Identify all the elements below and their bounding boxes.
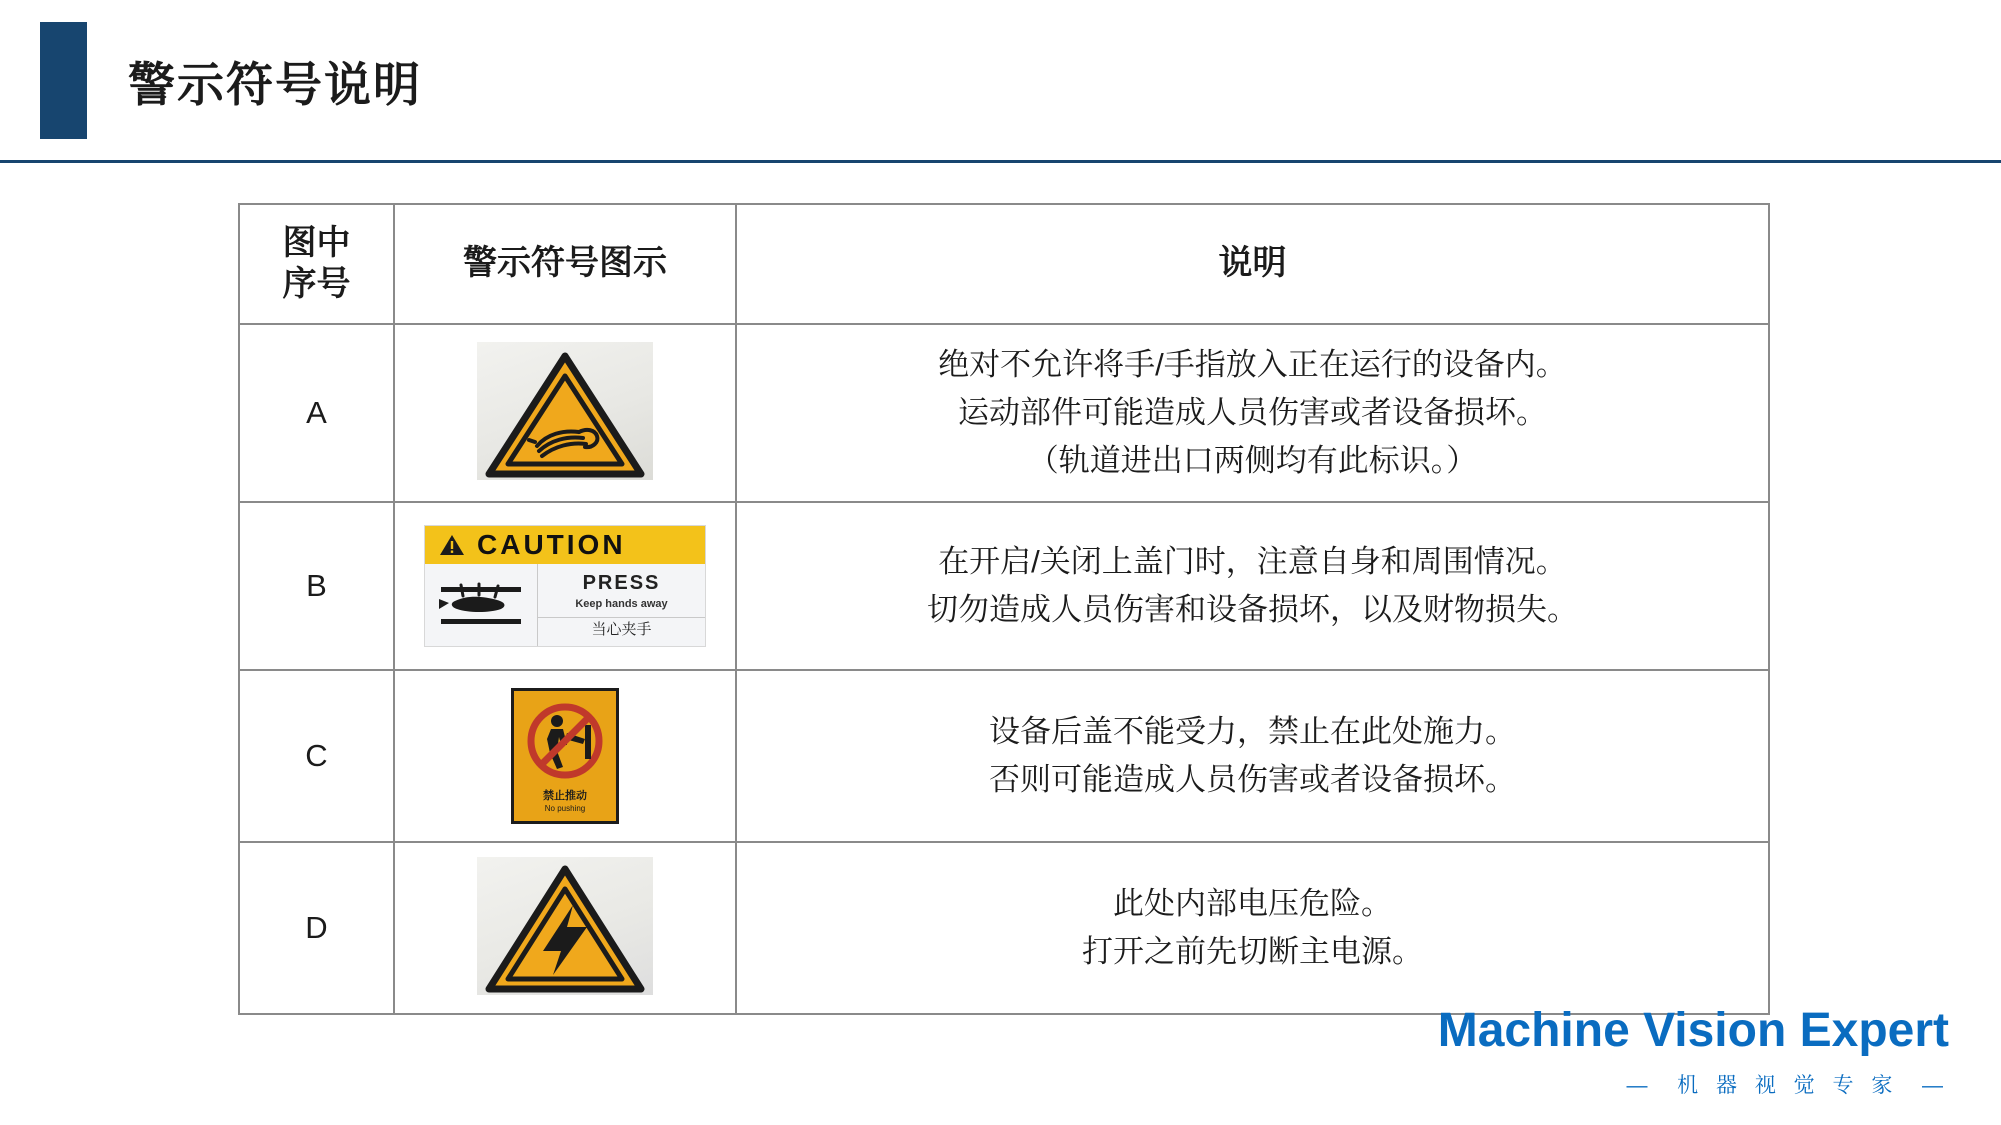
row-description-d xyxy=(736,842,1769,1014)
column-header-symbol: 警示符号图示 xyxy=(394,204,736,324)
warning-symbol-table-wrapper xyxy=(238,203,1768,1015)
description-line: 运动部件可能造成人员伤害或者设备损坏。 xyxy=(958,394,1547,430)
no-pushing-en-text: No pushing xyxy=(544,804,586,813)
row-index-c: C xyxy=(239,670,394,842)
row-symbol-a xyxy=(394,324,736,502)
description-line: 此处内部电压危险。 xyxy=(1113,885,1392,921)
table-body xyxy=(239,324,1769,1014)
no-pushing-icon xyxy=(523,699,607,783)
high-voltage-triangle-icon xyxy=(485,863,645,993)
high-voltage-sign xyxy=(477,857,653,995)
press-text: PRESS xyxy=(582,571,661,594)
brand-subtitle-dash-right: — xyxy=(1898,1074,1949,1097)
pinch-hazard-cn-text: 当心夹手 xyxy=(538,617,705,640)
table-row xyxy=(239,842,1769,1014)
description-line: （轨道进出口两侧均有此标识。） xyxy=(1027,443,1478,479)
table-row xyxy=(239,502,1769,670)
row-description-a xyxy=(736,324,1769,502)
row-index-a: A xyxy=(239,324,394,502)
brand-subtitle xyxy=(1438,1069,1949,1099)
row-description-b xyxy=(736,502,1769,670)
header-accent-bar xyxy=(40,22,87,139)
no-pushing-sign xyxy=(511,688,619,824)
row-description-c xyxy=(736,670,1769,842)
brand-name: Machine Vision Expert xyxy=(1437,1004,1949,1057)
table-row xyxy=(239,324,1769,502)
keep-hands-away-text: Keep hands away xyxy=(575,597,668,610)
warning-hand-triangle-sign xyxy=(477,342,653,480)
column-header-index xyxy=(239,204,394,324)
row-symbol-b xyxy=(394,502,736,670)
no-pushing-cn-text: 禁止推动 xyxy=(543,790,587,802)
table-row xyxy=(239,670,1769,842)
row-index-d: D xyxy=(239,842,394,1014)
caution-label-text: CAUTION xyxy=(477,529,626,560)
table-header xyxy=(239,204,1769,324)
exclamation-triangle-icon xyxy=(439,533,465,557)
table-header-row xyxy=(239,204,1769,324)
description-line: 否则可能造成人员伤害或者设备损坏。 xyxy=(989,762,1516,797)
column-header-index-line2: 序号 xyxy=(282,265,351,303)
description-line: 打开之前先切断主电源。 xyxy=(1082,934,1423,969)
brand-logo xyxy=(1437,1004,1949,1099)
slide-header xyxy=(0,0,2001,160)
hand-press-pictogram xyxy=(425,564,538,646)
hand-crush-icon xyxy=(435,579,527,631)
hand-caution-triangle-icon xyxy=(485,350,645,478)
row-symbol-c xyxy=(394,670,736,842)
column-header-index-line1: 图中 xyxy=(282,223,351,262)
caution-press-keep-hands-away-sign xyxy=(424,525,706,647)
row-index-b: B xyxy=(239,502,394,670)
header-divider xyxy=(0,160,2001,163)
column-header-description: 说明 xyxy=(736,204,1769,324)
description-line: 绝对不允许将手/手指放入正在运行的设备内。 xyxy=(938,346,1567,382)
page-title: 警示符号说明 xyxy=(128,58,422,111)
description-line: 切勿造成人员伤害和设备损坏，以及财物损失。 xyxy=(927,592,1578,627)
warning-symbol-table xyxy=(238,203,1770,1015)
description-line: 设备后盖不能受力，禁止在此处施力。 xyxy=(989,713,1516,749)
brand-subtitle-dash-left: — xyxy=(1626,1074,1678,1097)
row-symbol-d xyxy=(394,842,736,1014)
brand-subtitle-text: 机 器 视 觉 专 家 xyxy=(1677,1074,1899,1097)
caution-bar xyxy=(425,526,705,564)
description-line: 在开启/关闭上盖门时，注意自身和周围情况。 xyxy=(938,543,1567,579)
